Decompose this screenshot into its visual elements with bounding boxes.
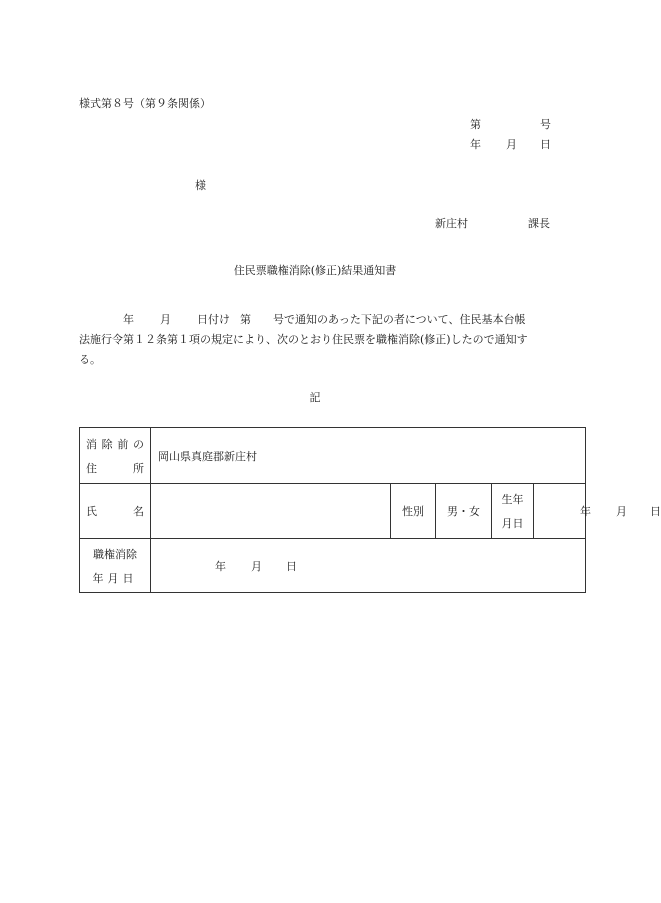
sender-organization: 新庄村	[435, 217, 468, 230]
birth-day: 日	[650, 505, 661, 518]
address-label-line-2: 住所	[86, 461, 144, 475]
document-title: 住民票職権消除(修正)結果通知書	[233, 264, 397, 277]
sender-title: 課長	[528, 217, 550, 230]
sex-options: 男・女	[447, 505, 480, 518]
table-row-deletion-date	[80, 539, 585, 593]
deletion-year: 年	[215, 560, 226, 573]
body-year: 年	[123, 313, 134, 326]
document-number-suffix: 号	[540, 118, 551, 131]
record-table	[79, 427, 661, 593]
body-rest-line-1: 号で通知のあった下記の者について、住民基本台帳	[273, 313, 526, 326]
issue-date-day: 日	[540, 138, 551, 151]
table-row-name	[80, 484, 661, 539]
notice-body-line-1	[79, 310, 553, 330]
issue-date-month: 月	[506, 138, 517, 151]
table-row-address	[80, 428, 585, 484]
address-value-cell[interactable]	[150, 428, 585, 483]
deletion-date-cell[interactable]	[150, 539, 585, 593]
notice-body-line-2: 法施行令第１２条第１項の規定により、次のとおり住民票を職権消除(修正)したので通知す	[79, 333, 528, 346]
birth-label-line-1: 生年	[501, 493, 524, 506]
form-number: 様式第８号（第９条関係）	[79, 97, 211, 110]
issue-date-year: 年	[470, 138, 481, 151]
deletion-label-line-2: 年月日	[92, 572, 138, 585]
body-dai: 第	[240, 313, 251, 326]
birth-label-line-2: 月日	[501, 517, 524, 530]
birth-year: 年	[580, 505, 591, 518]
address-label-line-1: 消除前の	[86, 437, 144, 451]
sex-label-cell	[390, 484, 435, 538]
birth-month: 月	[616, 505, 627, 518]
document-number-prefix: 第	[470, 118, 481, 131]
deletion-day: 日	[286, 560, 297, 573]
body-month: 月	[160, 313, 171, 326]
body-day-dated: 日付け	[197, 313, 230, 326]
sex-options-cell[interactable]	[435, 484, 491, 538]
deletion-label-line-1: 職権消除	[93, 548, 137, 561]
name-label: 氏名	[86, 505, 144, 518]
sex-label: 性別	[402, 505, 424, 518]
birth-date-cell[interactable]	[533, 484, 661, 538]
notice-body	[79, 310, 553, 370]
deletion-label-cell	[80, 539, 150, 593]
address-value: 岡山県真庭郡新庄村	[158, 449, 257, 463]
address-label-cell	[80, 428, 150, 483]
name-label-cell	[80, 484, 150, 538]
notice-body-line-3: る。	[79, 353, 101, 366]
birth-label-cell	[491, 484, 533, 538]
name-value-cell[interactable]	[150, 484, 390, 538]
addressee-honorific: 様	[195, 179, 206, 192]
deletion-month: 月	[251, 560, 262, 573]
ki-heading: 記	[309, 391, 321, 404]
